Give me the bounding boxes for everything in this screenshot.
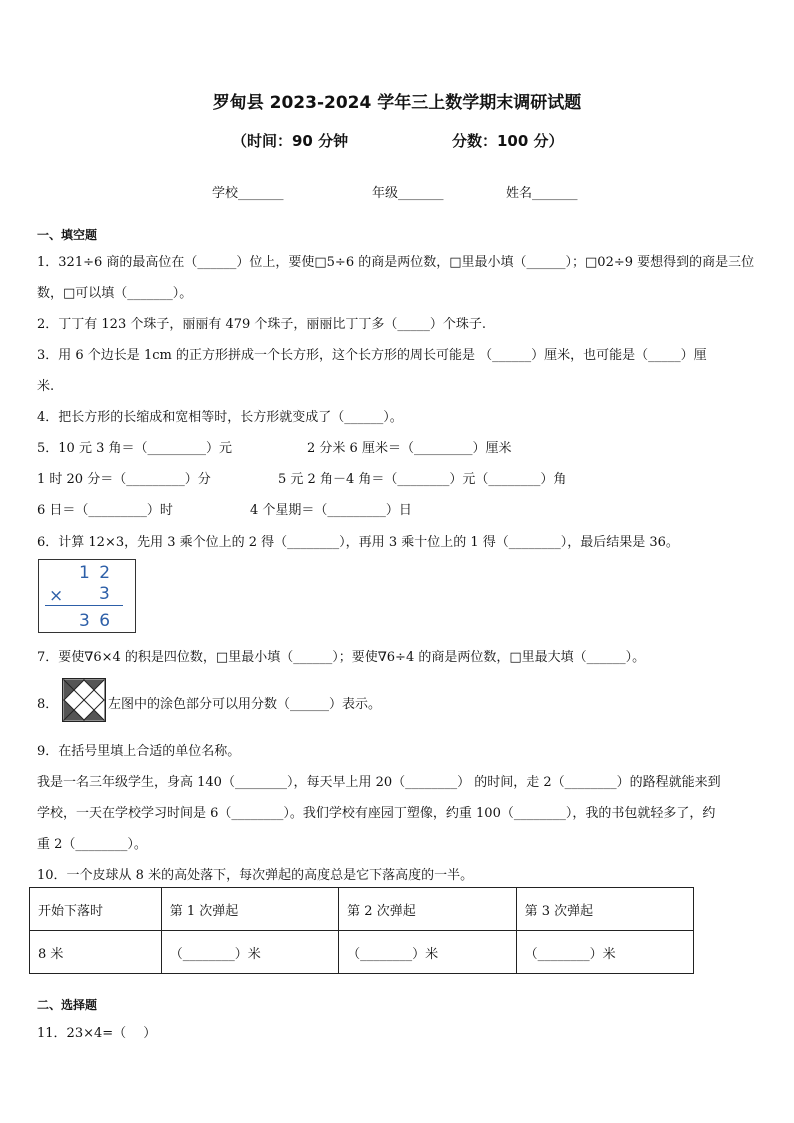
question-9-line-3: 重 2（________）。 <box>37 837 147 852</box>
question-8-number: 8． <box>37 697 59 712</box>
multiplication-rule <box>45 605 123 606</box>
table-header-cell: 第 2 次弹起 <box>339 888 516 931</box>
table-header-cell: 第 3 次弹起 <box>516 888 693 931</box>
question-2: 2．丁丁有 123 个珠子，丽丽有 479 个珠子，丽丽比丁丁多（_____）个珠子. <box>37 317 487 332</box>
question-4: 4．把长方形的长缩成和宽相等时，长方形就变成了（______）。 <box>37 410 403 425</box>
table-header-cell: 第 1 次弹起 <box>161 888 338 931</box>
table-cell: （________）米 <box>516 931 693 974</box>
question-1-line-1: 1．321÷6 商的最高位在（______）位上，要使□5÷6 的商是两位数，□里最小填（______）；□02÷9 要想得到的商是三位 <box>37 255 755 270</box>
exam-score: 分数：100 分） <box>452 132 564 150</box>
question-11: 11．23×4=（ ） <box>37 1026 157 1041</box>
multiplier: 3 <box>99 584 110 604</box>
multiplication-box <box>38 559 136 633</box>
product: 3 6 <box>79 611 113 631</box>
question-3-line-2: 米. <box>37 379 55 394</box>
question-5-subtraction: 5 元 2 角－4 角＝（________）元（________）角 <box>278 472 567 487</box>
table-header-row <box>30 888 694 931</box>
bounce-table <box>29 887 694 974</box>
question-3-line-1: 3．用 6 个边长是 1cm 的正方形拼成一个长方形，这个长方形的周长可能是 （______）厘米，也可能是（_____）厘 <box>37 348 707 363</box>
question-9-title: 9．在括号里填上合适的单位名称。 <box>37 744 241 759</box>
name-field: 姓名_______ <box>506 186 578 201</box>
question-9-line-1: 我是一名三年级学生，身高 140（________），每天早上用 20（________） 的时间，走 2（________）的路程就能来到 <box>37 775 721 790</box>
question-5-time: 1 时 20 分＝（_________）分 <box>37 472 211 487</box>
section-choice-title: 二、选择题 <box>37 998 98 1012</box>
exam-time: （时间：90 分钟 <box>232 132 349 150</box>
school-field: 学校_______ <box>212 186 284 201</box>
section-fill-blank-title: 一、填空题 <box>37 228 98 242</box>
question-5-length: 2 分米 6 厘米＝（_________）厘米 <box>307 441 512 456</box>
multiply-sign: × <box>49 586 64 606</box>
table-row <box>30 931 694 974</box>
grade-field: 年级_______ <box>372 186 444 201</box>
table-cell: （________）米 <box>161 931 338 974</box>
table-cell: （________）米 <box>339 931 516 974</box>
shaded-square-figure <box>62 678 106 722</box>
page-title: 罗甸县 2023-2024 学年三上数学期末调研试题 <box>212 93 582 113</box>
multiplicand: 1 2 <box>79 563 113 583</box>
question-8-text: 左图中的涂色部分可以用分数（______）表示。 <box>108 697 382 712</box>
table-cell: 8 米 <box>30 931 162 974</box>
question-7: 7．要使∇6×4 的积是四位数，□里最小填（______）；要使∇6÷4 的商是两位数，□里最大填（______）。 <box>37 650 646 665</box>
table-header-cell: 开始下落时 <box>30 888 162 931</box>
question-5-weeks: 4 个星期＝（_________）日 <box>250 503 412 518</box>
question-10: 10．一个皮球从 8 米的高处落下，每次弹起的高度总是它下落高度的一半。 <box>37 868 474 883</box>
question-9-line-2: 学校，一天在学校学习时间是 6（________）。我们学校有座园丁塑像，约重 100（________），我的书包就轻多了，约 <box>37 806 716 821</box>
question-6: 6．计算 12×3，先用 3 乘个位上的 2 得（________），再用 3 乘十位上的 1 得（________），最后结果是 36。 <box>37 535 679 550</box>
question-1-line-2: 数，□可以填（_______）。 <box>37 286 193 301</box>
question-5-days: 6 日＝（_________）时 <box>37 503 173 518</box>
question-5-money: 5．10 元 3 角＝（_________）元 <box>37 441 232 456</box>
